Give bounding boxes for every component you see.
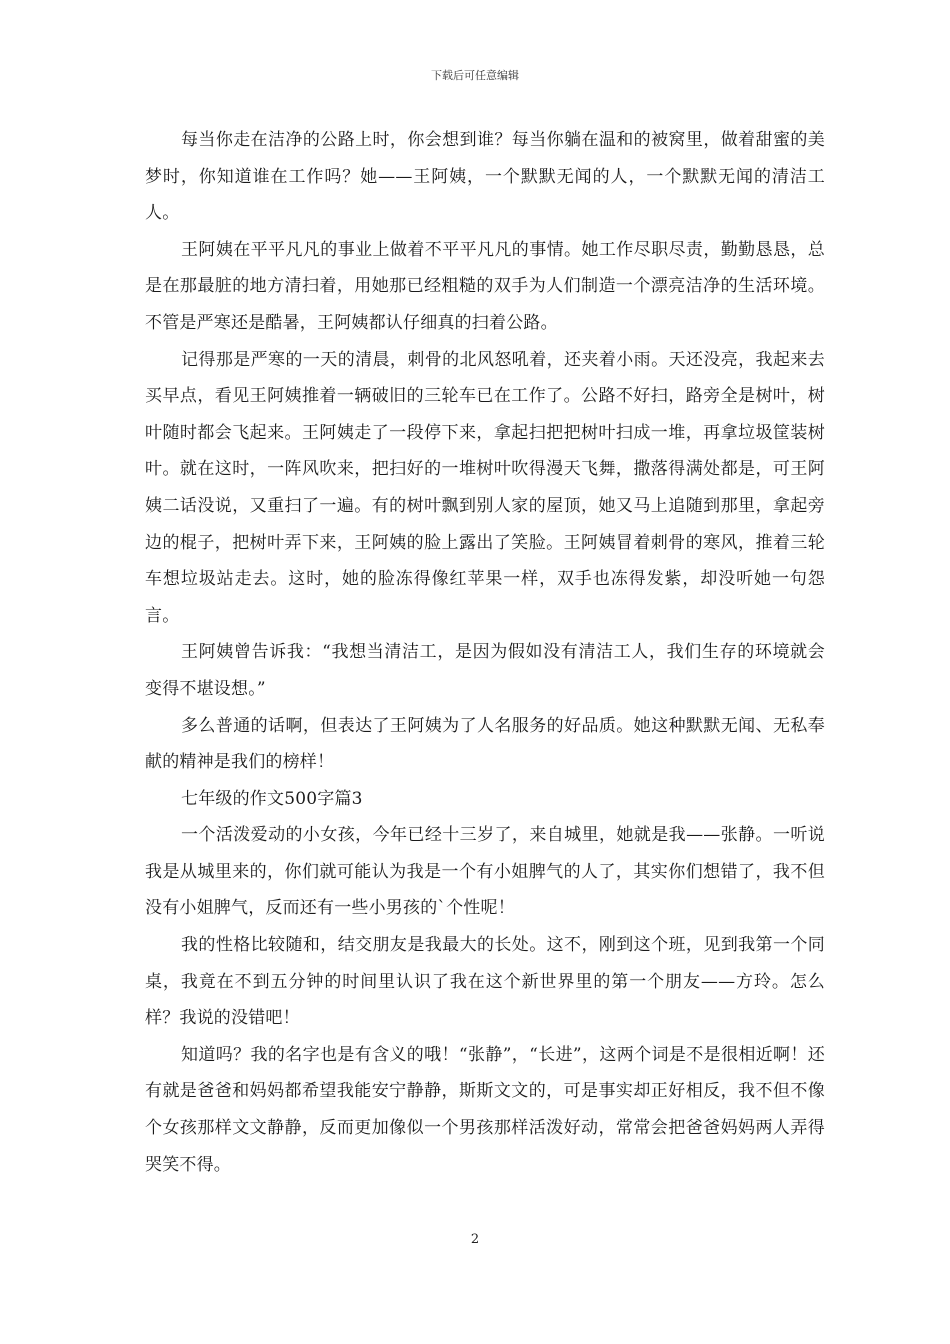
document-body: [145, 122, 825, 1183]
paragraph: 一个活泼爱动的小女孩，今年已经十三岁了，来自城里，她就是我——张静。一听说我是从城里来的，你们就可能认为我是一个有小姐脾气的人了，其实你们想错了，我不但没有小姐脾气，反而还有一些小男孩的`个性呢！: [145, 825, 825, 919]
paragraph: 王阿姨在平平凡凡的事业上做着不平平凡凡的事情。她工作尽职尽责，勤勤恳恳，总是在那最脏的地方清扫着，用她那已经粗糙的双手为人们制造一个漂亮洁净的生活环境。不管是严寒还是酷暑，王阿姨都认仔细真的扫着公路。: [145, 239, 825, 333]
paragraph: 我的性格比较随和，结交朋友是我最大的长处。这不，刚到这个班，见到我第一个同桌，我竟在不到五分钟的时间里认识了我在这个新世界里的第一个朋友——方玲。怎么样？我说的没错吧！: [145, 935, 825, 1029]
paragraph: 记得那是严寒的一天的清晨，刺骨的北风怒吼着，还夹着小雨。天还没亮，我起来去买早点，看见王阿姨推着一辆破旧的三轮车已在工作了。公路不好扫，路旁全是树叶，树叶随时都会飞起来。王阿姨走了一段停下来，拿起扫把把树叶扫成一堆，再拿垃圾筐装树叶。就在这时，一阵风吹来，把扫好的一堆树叶吹得漫天飞舞，撒落得满处都是，可王阿姨二话没说，又重扫了一遍。有的树叶飘到别人家的屋顶，她又马上追随到那里，拿起旁边的棍子，把树叶弄下来，王阿姨的脸上露出了笑脸。王阿姨冒着刺骨的寒风，推着三轮车想垃圾站走去。这时，她的脸冻得像红苹果一样，双手也冻得发紫，却没听她一句怨言。: [145, 349, 825, 626]
paragraph: 每当你走在洁净的公路上时，你会想到谁？每当你躺在温和的被窝里，做着甜蜜的美梦时，你知道谁在工作吗？她——王阿姨，一个默默无闻的人，一个默默无闻的清洁工人。: [145, 130, 825, 224]
section-heading: 七年级的作文500字篇3: [181, 788, 363, 809]
header-note: 下载后可任意编辑: [431, 69, 519, 82]
page-number: 2: [470, 1232, 480, 1247]
paragraph: 知道吗？我的名字也是有含义的哦！“张静”，“长进”，这两个词是不是很相近啊！还有就是爸爸和妈妈都希望我能安宁静静，斯斯文文的，可是事实却正好相反，我不但不像个女孩那样文文静静，反而更加像似一个男孩那样活泼好动，常常会把爸爸妈妈两人弄得哭笑不得。: [145, 1044, 825, 1175]
paragraph: 多么普通的话啊，但表达了王阿姨为了人名服务的好品质。她这种默默无闻、无私奉献的精神是我们的榜样！: [145, 715, 825, 773]
paragraph: 王阿姨曾告诉我：“我想当清洁工，是因为假如没有清洁工人，我们生存的环境就会变得不堪设想。”: [145, 642, 825, 699]
